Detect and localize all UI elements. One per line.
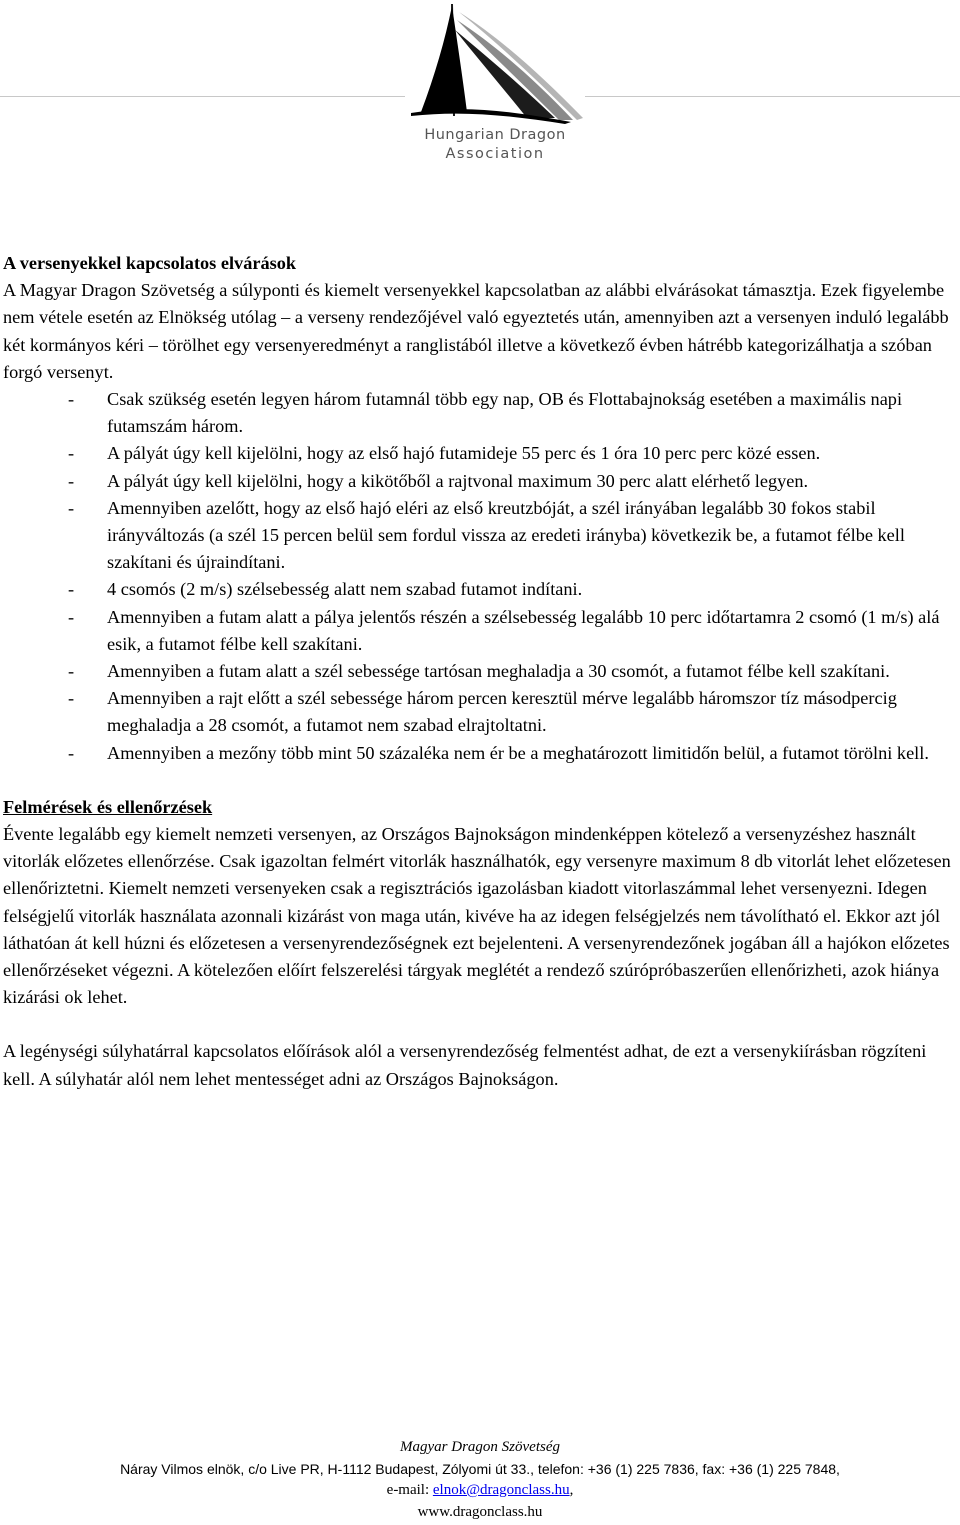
header-rule-left (0, 96, 405, 97)
dash-bullet: - (68, 742, 75, 763)
requirements-list (3, 386, 953, 767)
list-item: - Amennyiben a mezőny több mint 50 százaléka nem ér be a meghatározott limitidőn belül, a futamot törölni kell. (3, 740, 953, 767)
document-body (3, 250, 953, 1093)
dash-bullet: - (68, 470, 75, 491)
spacer (3, 767, 953, 794)
section-heading-requirements: A versenyekkel kapcsolatos elvárások (3, 253, 297, 273)
footer-org-name: Magyar Dragon Szövetség (400, 1439, 560, 1455)
inspections-paragraph: Évente legalább egy kiemelt nemzeti versenyen, az Országos Bajnokságon mindenképpen kötelező a versenyzéshez használt vitorlák előzetes ellenőrzése. Csak igazoltan felmért vitorlák használhatók, egy versenyre maximum 8 db vitorlát lehet előzetesen ellenőriztetni. Kiemelt nemzeti versenyeken csak a regisztrációs igazolásban kiadott vitorlaszámmal lehet versenyezni. Idegen felségjelű vitorlák használata azonnali kizárást von maga után, kivéve ha az idegen felségjelzés nem távolítható el. Ekkor azt jól láthatóan át kell húzni és előzetesen a versenyrendezőségnek ezt bejelenteni. A versenyrendezőnek jogában áll a hajókon előzetes ellenőrzéseket végezni. A kötelezően előírt felszerelési tárgyak meglétét a rendező szúrópróbaszerűen ellenőrizheti, azok hiánya kizárási ok lehet. (3, 824, 951, 1008)
list-item: - Amennyiben a futam alatt a szél sebessége tartósan meghaladja a 30 csomót, a futamot félbe kell szakítani. (3, 658, 953, 685)
list-item: - A pályát úgy kell kijelölni, hogy a kikötőből a rajtvonal maximum 30 perc alatt elérhető legyen. (3, 468, 953, 495)
dash-bullet: - (68, 688, 75, 709)
dash-bullet: - (68, 661, 75, 682)
list-item: - 4 csomós (2 m/s) szélsebesség alatt nem szabad futamot indítani. (3, 576, 953, 603)
email-link[interactable]: elnok@dragonclass.hu (432, 1482, 570, 1498)
list-item: - Amennyiben a futam alatt a pálya jelentős részén a szélsebesség legalább 10 perc időtartamra 2 csomó (1 m/s) alá esik, a futamot félbe kell szakítani. (3, 604, 953, 658)
requirements-intro: A Magyar Dragon Szövetség a súlyponti és kiemelt versenyekkel kapcsolatban az alábbi elvárásokat támasztja. Ezek figyelembe nem vétele esetén az Elnökség utólag – a verseny rendezőjével való egyeztetés után, amennyiben azt a versenyen induló legalább két kormányos kéri – törölhet egy versenyeredményt a ranglistából illetve a következő évben hátrébb kategorizálhatja a szóban forgó versenyt. (3, 280, 949, 382)
spacer (3, 1011, 953, 1038)
weight-limit-paragraph: A legénységi súlyhatárral kapcsolatos előírások alól a versenyrendezőség felmentést adhat, de ezt a versenykiírásban rögzíteni kell. A súlyhatár alól nem lehet mentességet adni az Országos Bajnokságon. (3, 1041, 927, 1089)
list-item: - Csak szükség esetén legyen három futamnál több egy nap, OB és Flottabajnokság esetében a maximális napi futamszám három. (3, 386, 953, 440)
association-logo (405, 0, 585, 165)
dash-bullet: - (68, 497, 75, 518)
page-footer (0, 1437, 960, 1523)
list-item: - Amennyiben a rajt előtt a szél sebessége három percen keresztül mérve legalább háromszor tíz másodpercig meghaladja a 28 csomót, a futamot nem szabad elrajtoltatni. (3, 685, 953, 739)
dash-bullet: - (68, 443, 75, 464)
dash-bullet: - (68, 389, 75, 410)
logo-name-line2: Association (445, 146, 545, 162)
footer-website: www.dragonclass.hu (417, 1503, 543, 1520)
footer-contact: Náray Vilmos elnök, c/o Live PR, H-1112 Budapest, Zólyomi út 33., telefon: +36 (1) 225 7836, fax: +36 (1) 225 7848, (120, 1460, 840, 1477)
footer-email-line: e-mail: elnok@dragonclass.hu, (386, 1482, 574, 1498)
section-heading-inspections: Felmérések és ellenőrzések (3, 796, 213, 817)
dash-bullet: - (68, 579, 75, 600)
dragon-sail-logo-icon (405, 0, 585, 125)
dash-bullet: - (68, 606, 75, 627)
list-item: - A pályát úgy kell kijelölni, hogy az első hajó futamideje 55 perc és 1 óra 10 perc perc közé essen. (3, 440, 953, 467)
list-item: - Amennyiben azelőtt, hogy az első hajó eléri az első kreutzbóját, a szél irányában legalább 30 fokos stabil irányváltozás (a szél 15 percen belül sem fordul vissza az eredeti irányba) következik be, a futamot félbe kell szakítani és újraindítani. (3, 495, 953, 577)
logo-name-line1: Hungarian Dragon (424, 127, 566, 143)
header-rule-right (585, 96, 960, 97)
